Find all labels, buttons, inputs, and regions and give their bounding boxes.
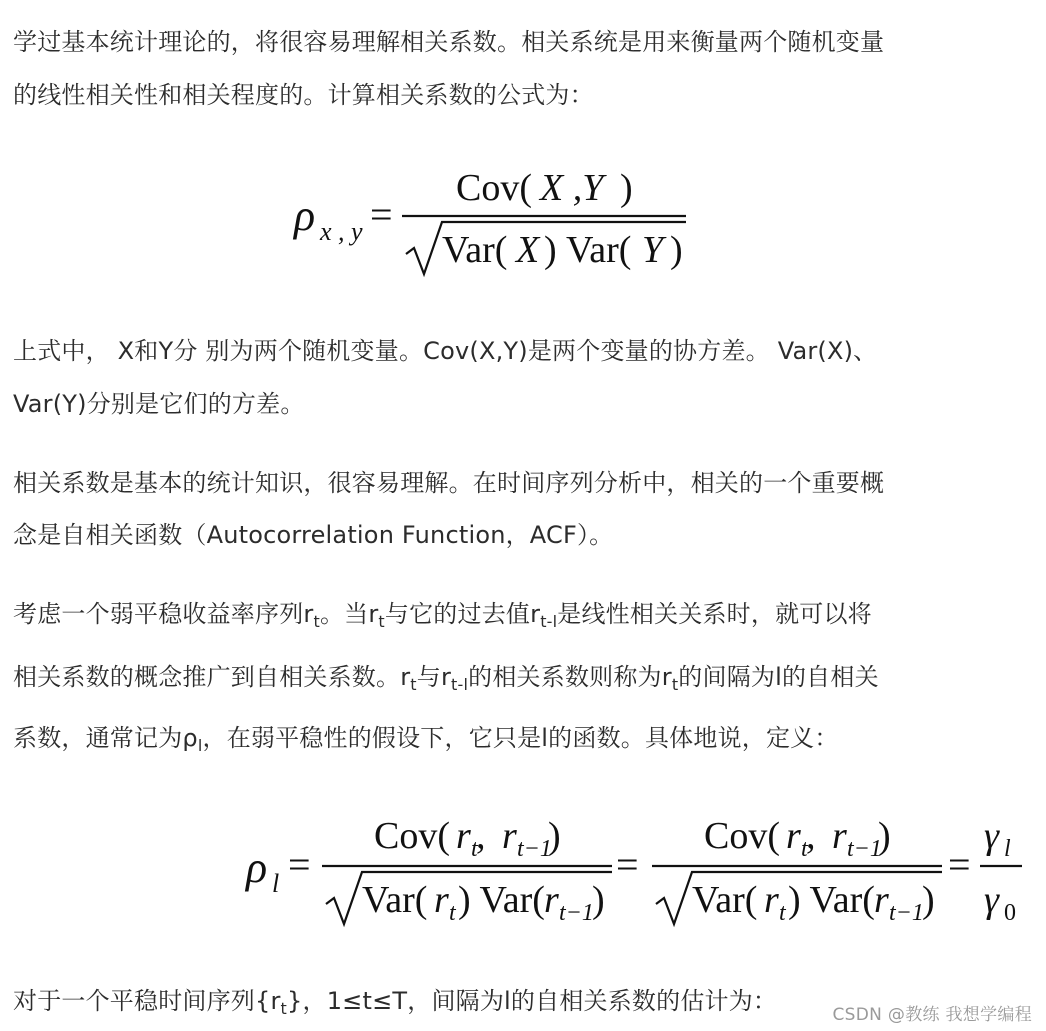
gamma-denominator: γ — [984, 879, 999, 921]
frac2-den-sub1: t — [779, 900, 786, 926]
numerator-close: ) — [620, 167, 633, 209]
frac2-num-cov: Cov( — [704, 815, 780, 857]
frac2-num-r2: r — [832, 815, 847, 857]
formula-correlation-coefficient — [290, 158, 710, 287]
numerator-cov: Cov( — [456, 167, 532, 209]
frac2-den-r1: r — [764, 879, 779, 921]
text-span: 。当r — [319, 600, 379, 628]
paragraph-acf-line-1: 相关系数是基本的统计知识，很容易理解。在时间序列分析中，相关的一个重要概 — [13, 469, 885, 497]
text-span: 考虑一个弱平稳收益率序列r — [13, 600, 314, 628]
text-span: 的间隔为l的自相关 — [678, 663, 879, 691]
subscript: t-l — [540, 612, 558, 631]
denominator-var-2: Var( — [566, 229, 632, 271]
denominator-close-1: ) — [544, 229, 557, 271]
text-span: 与r — [416, 663, 452, 691]
frac2-num-sep: , — [806, 815, 816, 857]
gamma-numerator-sub: l — [1004, 836, 1011, 862]
subscript: t — [378, 612, 385, 631]
gamma-numerator: γ — [984, 815, 999, 857]
formula-autocorrelation — [244, 810, 1034, 939]
frac1-num-cov: Cov( — [374, 815, 450, 857]
paragraph-acf-line-2: 念是自相关函数（Autocorrelation Function，ACF）。 — [13, 521, 614, 549]
frac2-den-mid: ) Var( — [788, 879, 875, 921]
frac2-num-sub1: t — [801, 836, 808, 862]
frac1-num-r2: r — [502, 815, 517, 857]
paragraph-series-line-2 — [13, 649, 983, 705]
frac2-den-r2: r — [874, 879, 889, 921]
frac1-num-sep: , — [476, 815, 486, 857]
equals-sign-3: = — [948, 842, 971, 887]
frac1-den-sub2: t−1 — [559, 900, 594, 926]
frac1-den-mid: ) Var( — [458, 879, 545, 921]
frac1-num-sub1: t — [471, 836, 478, 862]
denominator-arg-x: X — [516, 229, 540, 271]
denominator-var-1: Var( — [442, 229, 508, 271]
frac2-num-r1: r — [786, 815, 801, 857]
frac1-num-sub2: t−1 — [517, 836, 552, 862]
paragraph-intro-line-1: 学过基本统计理论的，将很容易理解相关系数。相关系统是用来衡量两个随机变量 — [13, 28, 885, 56]
text-span: 相关系数的概念推广到自相关系数。r — [13, 663, 411, 691]
frac1-den-sub1: t — [449, 900, 456, 926]
paragraph-explain-line-2: Var(Y)分别是它们的方差。 — [13, 390, 305, 418]
rho-symbol: ρ — [294, 191, 316, 240]
denominator-arg-y: Y — [642, 229, 664, 271]
text-span: }，1≤t≤T，间隔为l的自相关系数的估计为： — [287, 987, 778, 1015]
paragraph-explain-line-1: 上式中， X和Y分 别为两个随机变量。Cov(X,Y)是两个变量的协方差。 Var(X)、 — [13, 337, 878, 365]
subscript: t — [410, 675, 417, 694]
denominator-close-2: ) — [670, 229, 683, 271]
text-span: 的相关系数则称为r — [468, 663, 672, 691]
text-span: 与它的过去值r — [384, 600, 541, 628]
text-span: 对于一个平稳时间序列{r — [13, 987, 281, 1015]
rho-subscript-l: l — [272, 869, 280, 898]
frac1-num-r1: r — [456, 815, 471, 857]
frac2-den-var1: Var( — [692, 879, 758, 921]
text-span: 系数，通常记为ρ — [13, 724, 198, 752]
frac1-den-close: ) — [592, 879, 605, 921]
text-span: ，在弱平稳性的假设下，它只是l的函数。具体地说，定义： — [202, 724, 839, 752]
subscript: l — [197, 736, 203, 755]
frac2-den-close: ) — [922, 879, 935, 921]
frac2-num-close: ) — [878, 815, 891, 857]
subscript: t — [313, 612, 320, 631]
paragraph-series-line-3 — [13, 710, 983, 766]
frac1-den-r2: r — [544, 879, 559, 921]
subscript: t-l — [451, 675, 469, 694]
frac1-den-var1: Var( — [362, 879, 428, 921]
rho-subscript-xy: x , y — [320, 217, 363, 246]
paragraph-intro-line-2: 的线性相关性和相关程度的。计算相关系数的公式为： — [13, 81, 594, 109]
csdn-watermark: CSDN @教练 我想学编程 — [832, 1005, 1032, 1025]
equals-sign-1: = — [288, 842, 311, 887]
equals-sign: = — [370, 192, 393, 237]
text-span: 是线性相关关系时，就可以将 — [557, 600, 872, 628]
paragraph-series-line-1 — [13, 586, 983, 642]
frac1-den-r1: r — [434, 879, 449, 921]
subscript: t — [280, 999, 288, 1018]
frac2-num-sub2: t−1 — [847, 836, 882, 862]
frac1-num-close: ) — [548, 815, 561, 857]
rho-symbol: ρ — [246, 843, 268, 892]
numerator-args: X ,Y — [540, 167, 604, 209]
gamma-denominator-sub: 0 — [1004, 900, 1016, 926]
subscript: t — [671, 675, 679, 694]
frac2-den-sub2: t−1 — [889, 900, 924, 926]
equals-sign-2: = — [616, 842, 639, 887]
